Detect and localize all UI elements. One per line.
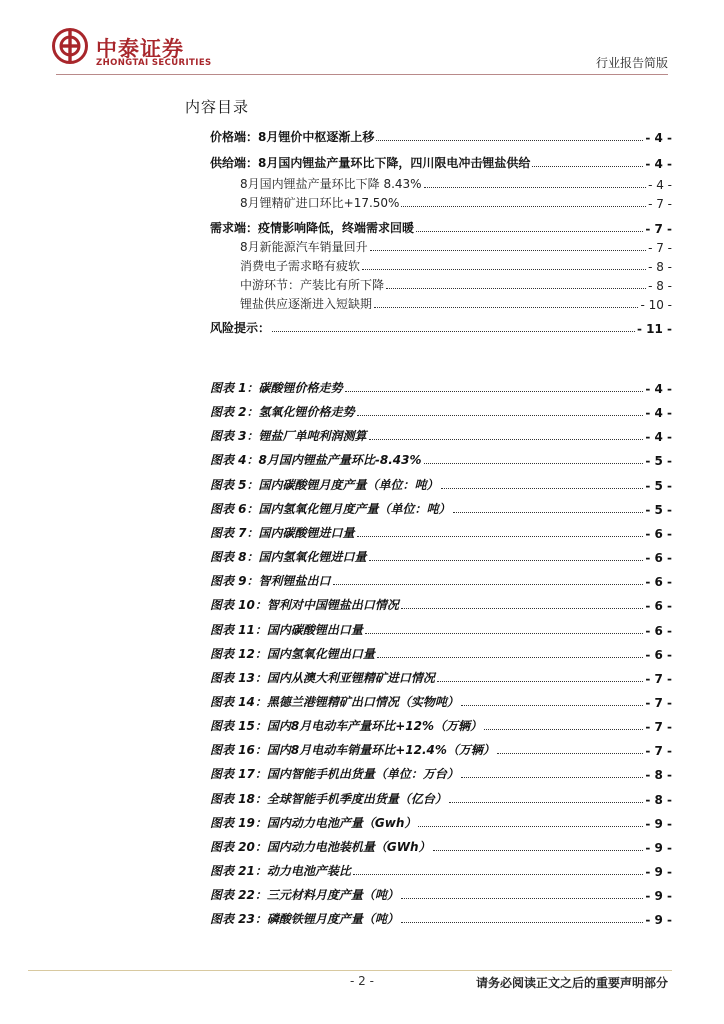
disclaimer-text: 请务必阅读正文之后的重要声明部分 xyxy=(475,976,668,990)
toc-figure-entry[interactable] xyxy=(210,499,672,517)
figure-entry-page: - 9 - xyxy=(645,865,672,879)
toc-figure-entry[interactable] xyxy=(210,450,672,468)
toc-dot-leader xyxy=(433,850,644,851)
toc-dot-leader xyxy=(357,415,644,416)
toc-entry-label: 供给端：8月国内锂盐产量环比下降，四川限电冲击锂盐供给 xyxy=(210,156,531,170)
figure-entry-page: - 5 - xyxy=(645,503,672,517)
toc-dot-leader xyxy=(484,729,643,730)
figure-entry-label: 图表 14：黑德兰港锂精矿出口情况（实物吨） xyxy=(210,695,459,709)
figure-entry-label: 图表 4：8月国内锂盐产量环比-8.43% xyxy=(210,453,422,467)
figure-entry-label: 图表 1：碳酸锂价格走势 xyxy=(210,381,343,395)
figure-entry-page: - 8 - xyxy=(645,793,672,807)
footer-divider xyxy=(28,970,672,971)
figure-entry-label: 图表 21：动力电池产装比 xyxy=(210,864,351,878)
toc-entry-page: - 7 - xyxy=(648,197,672,211)
toc-dot-leader xyxy=(333,584,644,585)
toc-figure-entry[interactable] xyxy=(210,692,672,710)
toc-dot-leader xyxy=(401,922,643,923)
toc-dot-leader xyxy=(401,206,646,207)
toc-dot-leader xyxy=(353,874,643,875)
page-header xyxy=(0,0,724,80)
figure-entry-page: - 9 - xyxy=(645,817,672,831)
figure-entry-page: - 6 - xyxy=(645,648,672,662)
figure-entry-page: - 7 - xyxy=(645,744,672,758)
figure-entry-label: 图表 17：国内智能手机出货量（单位：万台） xyxy=(210,767,459,781)
toc-dot-leader xyxy=(424,463,644,464)
toc-figure-entry[interactable] xyxy=(210,885,672,903)
figure-entry-page: - 7 - xyxy=(645,720,672,734)
toc-figure-entry[interactable] xyxy=(210,426,672,444)
toc-subsection-entry[interactable] xyxy=(240,193,672,211)
figure-entry-page: - 6 - xyxy=(645,624,672,638)
figure-entry-page: - 6 - xyxy=(645,527,672,541)
zhongtai-logo-icon xyxy=(52,28,88,64)
toc-figure-entry[interactable] xyxy=(210,861,672,879)
toc-dot-leader xyxy=(401,898,643,899)
toc-entry-label: 风险提示： xyxy=(210,321,271,335)
toc-figure-entry[interactable] xyxy=(210,764,672,782)
toc-section-entry[interactable] xyxy=(210,153,672,171)
figure-entry-label: 图表 19：国内动力电池产量（Gwh） xyxy=(210,816,417,830)
toc-subsection-entry[interactable] xyxy=(240,237,672,255)
toc-figure-entry[interactable] xyxy=(210,740,672,758)
page-number: - 2 - xyxy=(350,974,374,988)
toc-figure-entry[interactable] xyxy=(210,837,672,855)
figure-entry-label: 图表 15：国内8月电动车产量环比+12%（万辆） xyxy=(210,719,483,733)
toc-figure-entry[interactable] xyxy=(210,378,672,396)
figure-entry-label: 图表 12：国内氢氧化锂出口量 xyxy=(210,647,375,661)
toc-dot-leader xyxy=(453,512,644,513)
toc-figure-entry[interactable] xyxy=(210,668,672,686)
toc-entry-page: - 7 - xyxy=(645,222,672,236)
toc-figure-entry[interactable] xyxy=(210,644,672,662)
figure-entry-label: 图表 6：国内氢氧化锂月度产量（单位：吨） xyxy=(210,502,451,516)
company-name-cn: 中泰证券 xyxy=(96,37,184,61)
toc-figure-entry[interactable] xyxy=(210,402,672,420)
figure-entry-label: 图表 7：国内碳酸锂进口量 xyxy=(210,526,355,540)
toc-entry-page: - 4 - xyxy=(648,178,672,192)
figure-entry-label: 图表 23：磷酸铁锂月度产量（吨） xyxy=(210,912,399,926)
toc-dot-leader xyxy=(424,187,646,188)
figure-entry-page: - 4 - xyxy=(645,430,672,444)
toc-dot-leader xyxy=(376,140,643,141)
figure-entry-label: 图表 3：锂盐厂单吨利润测算 xyxy=(210,429,367,443)
toc-dot-leader xyxy=(532,166,643,167)
figure-entry-page: - 9 - xyxy=(645,889,672,903)
toc-entry-page: - 8 - xyxy=(648,279,672,293)
toc-subsection-entry[interactable] xyxy=(240,294,672,312)
toc-dot-leader xyxy=(461,777,643,778)
toc-entry-page: - 8 - xyxy=(648,260,672,274)
figure-entry-page: - 5 - xyxy=(645,479,672,493)
toc-figure-entry[interactable] xyxy=(210,716,672,734)
report-type-label: 行业报告简版 xyxy=(595,56,668,70)
toc-entry-page: - 4 - xyxy=(645,131,672,145)
figure-entry-page: - 4 - xyxy=(645,406,672,420)
company-name-en: ZHONGTAI SECURITIES xyxy=(96,58,212,68)
toc-entry-label: 消费电子需求略有疲软 xyxy=(240,259,361,273)
figure-entry-label: 图表 8：国内氢氧化锂进口量 xyxy=(210,550,367,564)
toc-dot-leader xyxy=(449,802,643,803)
toc-figure-entry[interactable] xyxy=(210,475,672,493)
figure-entry-label: 图表 5：国内碳酸锂月度产量（单位：吨） xyxy=(210,478,439,492)
figure-entry-page: - 6 - xyxy=(645,575,672,589)
toc-figure-entry[interactable] xyxy=(210,547,672,565)
toc-entry-page: - 10 - xyxy=(640,298,672,312)
figure-entry-label: 图表 18：全球智能手机季度出货量（亿台） xyxy=(210,792,447,806)
toc-dot-leader xyxy=(369,560,644,561)
toc-dot-leader xyxy=(401,608,643,609)
toc-entry-label: 8月国内锂盐产量环比下降 8.43% xyxy=(240,177,422,191)
toc-figure-entry[interactable] xyxy=(210,813,672,831)
toc-dot-leader xyxy=(369,439,644,440)
toc-figure-entry[interactable] xyxy=(210,789,672,807)
figure-entry-label: 图表 2：氢氧化锂价格走势 xyxy=(210,405,355,419)
toc-dot-leader xyxy=(377,657,643,658)
figure-entry-page: - 7 - xyxy=(645,672,672,686)
toc-dot-leader xyxy=(362,269,646,270)
figure-entry-page: - 5 - xyxy=(645,454,672,468)
toc-title: 内容目录 xyxy=(185,98,250,116)
figure-entry-label: 图表 20：国内动力电池装机量（GWh） xyxy=(210,840,431,854)
figure-entry-page: - 4 - xyxy=(645,382,672,396)
toc-entry-page: - 11 - xyxy=(636,322,672,336)
toc-dot-leader xyxy=(418,826,643,827)
toc-subsection-entry[interactable] xyxy=(240,256,672,274)
toc-entry-page: - 4 - xyxy=(645,157,672,171)
figure-entry-label: 图表 9：智利锂盐出口 xyxy=(210,574,331,588)
figure-entry-label: 图表 11：国内碳酸锂出口量 xyxy=(210,623,363,637)
toc-dot-leader xyxy=(497,753,643,754)
toc-dot-leader xyxy=(374,307,638,308)
figure-entry-label: 图表 13：国内从澳大利亚锂精矿进口情况 xyxy=(210,671,435,685)
toc-dot-leader xyxy=(461,705,643,706)
figure-entry-label: 图表 22：三元材料月度产量（吨） xyxy=(210,888,399,902)
toc-figure-entry[interactable] xyxy=(210,523,672,541)
toc-figure-entry[interactable] xyxy=(210,620,672,638)
figure-entry-label: 图表 10：智利对中国锂盐出口情况 xyxy=(210,598,399,612)
toc-dot-leader xyxy=(272,331,635,332)
toc-subsection-entry[interactable] xyxy=(240,275,672,293)
figure-entry-page: - 8 - xyxy=(645,768,672,782)
toc-entry-label: 8月锂精矿进口环比+17.50% xyxy=(240,196,400,210)
figure-entry-page: - 7 - xyxy=(645,696,672,710)
toc-dot-leader xyxy=(370,250,646,251)
figure-entry-page: - 6 - xyxy=(645,599,672,613)
toc-entry-page: - 7 - xyxy=(648,241,672,255)
toc-figure-entry[interactable] xyxy=(210,595,672,613)
toc-entry-label: 需求端：疫情影响降低，终端需求回暖 xyxy=(210,221,415,235)
header-divider xyxy=(56,74,668,75)
toc-dot-leader xyxy=(441,488,644,489)
toc-entry-label: 价格端：8月锂价中枢逐渐上移 xyxy=(210,130,375,144)
toc-dot-leader xyxy=(386,288,646,289)
toc-section-entry[interactable] xyxy=(210,218,672,236)
toc-section-entry[interactable] xyxy=(210,318,672,336)
figure-entry-page: - 9 - xyxy=(645,913,672,927)
toc-dot-leader xyxy=(345,391,644,392)
toc-entry-label: 中游环节：产装比有所下降 xyxy=(240,278,385,292)
figure-entry-page: - 6 - xyxy=(645,551,672,565)
toc-figure-entry[interactable] xyxy=(210,909,672,927)
toc-dot-leader xyxy=(437,681,643,682)
toc-entry-label: 锂盐供应逐渐进入短缺期 xyxy=(240,297,373,311)
toc-entry-label: 8月新能源汽车销量回升 xyxy=(240,240,368,254)
toc-dot-leader xyxy=(365,633,643,634)
toc-section-entry[interactable] xyxy=(210,127,672,145)
figure-entry-page: - 9 - xyxy=(645,841,672,855)
toc-dot-leader xyxy=(357,536,644,537)
toc-subsection-entry[interactable] xyxy=(240,174,672,192)
toc-dot-leader xyxy=(416,231,643,232)
figure-entry-label: 图表 16：国内8月电动车销量环比+12.4%（万辆） xyxy=(210,743,495,757)
toc-figure-entry[interactable] xyxy=(210,571,672,589)
